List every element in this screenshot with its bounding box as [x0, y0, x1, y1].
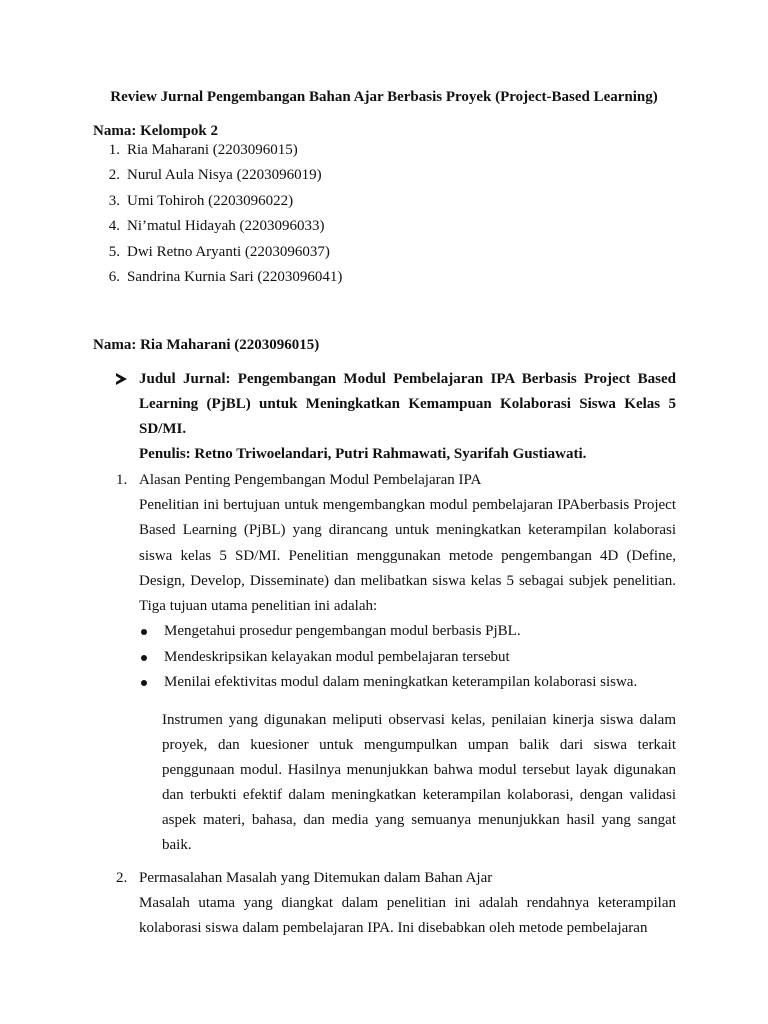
bullet-item	[139, 645, 676, 671]
section-heading-text: Alasan Penting Pengembangan Modul Pembelajaran IPA	[139, 472, 482, 488]
bullet-list	[139, 619, 676, 696]
member-name: Ria Maharani (2203096015)	[127, 142, 298, 158]
member-name: Dwi Retno Aryanti (2203096037)	[127, 243, 330, 260]
document-title: Review Jurnal Pengembangan Bahan Ajar Berbasis Proyek (Project-Based Learning)	[110, 89, 658, 105]
section-paragraph: Penelitian ini bertujuan untuk mengembangkan modul pembelajaran IPAberbasis Project Based Learning (PjBL) yang dirancang untuk meningkatkan keterampilan kolaborasi siswa kelas 5 SD/MI. Penelitian menggunakan metode pengembangan 4D (Define, Design, Develop, Disseminate) dan melibatkan siswa kelas 5 sebagai subjek penelitian. Tiga tujuan utama penelitian ini adalah:	[139, 497, 676, 615]
member-item	[93, 214, 342, 239]
member-number: 5.	[108, 243, 120, 260]
member-name: Nurul Aula Nisya (2203096019)	[127, 167, 322, 184]
section-1	[116, 468, 676, 858]
bullet-item	[139, 619, 676, 645]
arrow-bullet-icon	[116, 373, 127, 385]
member-number: 4.	[108, 218, 120, 235]
bullet-item	[139, 670, 676, 696]
bullet-text: Mendeskripsikan kelayakan modul pembelajaran tersebut	[164, 648, 510, 665]
member-number: 3.	[108, 192, 120, 209]
author-label: Nama: Ria Maharani (2203096015)	[93, 337, 320, 353]
bullet-icon	[141, 629, 147, 635]
member-name: Umi Tohiroh (2203096022)	[127, 192, 294, 209]
journal-block	[116, 367, 676, 467]
section-heading-text: Permasalahan Masalah yang Ditemukan dalam Bahan Ajar	[139, 870, 493, 886]
member-item	[93, 189, 342, 214]
member-list	[93, 138, 342, 290]
member-item	[93, 138, 342, 163]
bullet-icon	[141, 680, 147, 686]
section-2	[116, 866, 676, 942]
member-name: Ni’matul Hidayah (2203096033)	[127, 218, 325, 235]
journal-authors: Penulis: Retno Triwoelandari, Putri Rahmawati, Syarifah Gustiawati.	[139, 446, 587, 462]
section-number: 2.	[116, 870, 128, 886]
member-number: 2.	[108, 167, 120, 184]
bullet-text: Mengetahui prosedur pengembangan modul berbasis PjBL.	[164, 623, 521, 640]
member-name: Sandrina Kurnia Sari (2203096041)	[127, 268, 343, 285]
bullet-icon	[141, 655, 147, 661]
journal-title: Judul Jurnal: Pengembangan Modul Pembelajaran IPA Berbasis Project Based Learning (PjBL) untuk Meningkatkan Kemampuan Kolaborasi Siswa Kelas 5 SD/MI.	[139, 371, 676, 437]
bullet-text: Menilai efektivitas modul dalam meningkatkan keterampilan kolaborasi siswa.	[164, 674, 638, 691]
section-paragraph: Masalah utama yang diangkat dalam penelitian ini adalah rendahnya keterampilan kolaborasi siswa dalam pembelajaran IPA. Ini disebabkan oleh metode pembelajaran	[139, 895, 676, 937]
member-number: 1.	[108, 142, 120, 158]
section-heading	[116, 468, 676, 493]
group-label: Nama: Kelompok 2	[93, 123, 218, 139]
member-item	[93, 265, 342, 290]
section-paragraph-2: Instrumen yang digunakan meliputi observasi kelas, penilaian kinerja siswa dalam proyek, dan kuesioner untuk mengumpulkan umpan balik dari siswa terkait penggunaan modul. Hasilnya menunjukkan bahwa modul tersebut layak digunakan dan terbukti efektif dalam meningkatkan keterampilan kolaborasi, dengan validasi aspek materi, bahasa, dan media yang semuanya menunjukkan hasil yang sangat baik.	[162, 711, 676, 853]
member-item	[93, 163, 342, 188]
member-number: 6.	[108, 268, 120, 285]
section-number: 1.	[116, 472, 128, 488]
section-heading	[116, 866, 676, 891]
member-item	[93, 240, 342, 265]
